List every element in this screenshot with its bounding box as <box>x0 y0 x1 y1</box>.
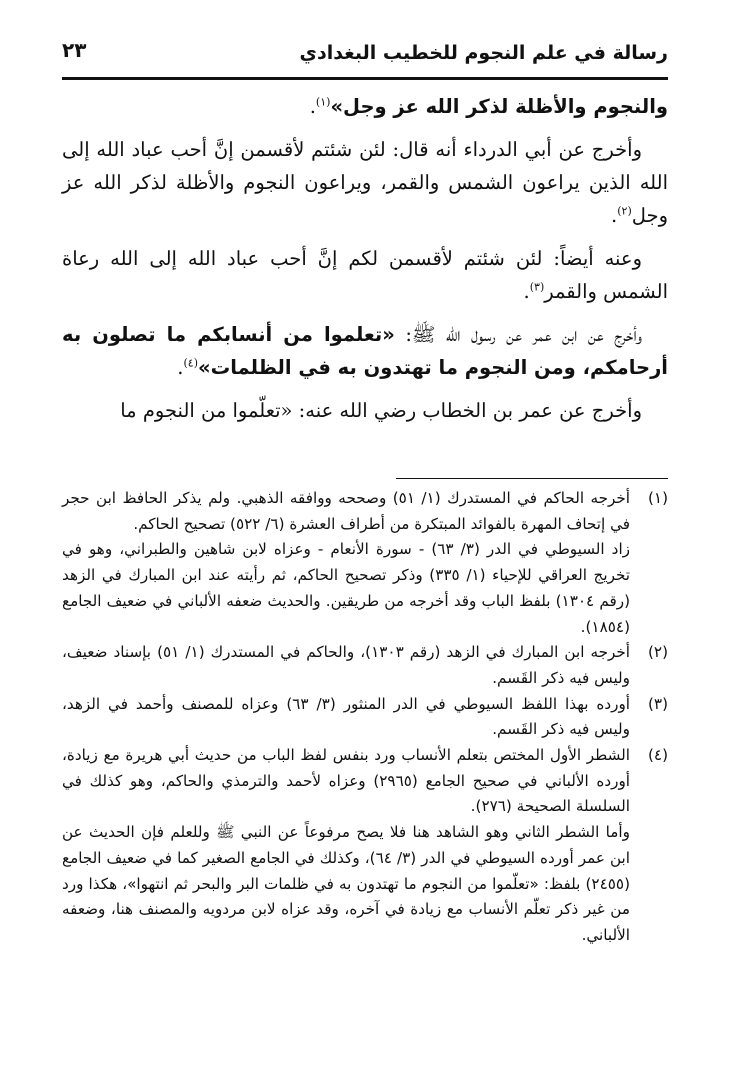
paragraph-1: والنجوم والأظلة لذكر الله عز وجل»$^{(١)}$. <box>309 95 668 118</box>
footnote-number: (١) <box>647 489 668 507</box>
main-text <box>62 90 668 437</box>
page-header <box>62 30 668 74</box>
paragraph-5: وأخرج عن عمر بن الخطاب رضي الله عنه: «تعلّموا من النجوم ما <box>120 399 642 422</box>
hadith-quote: «تعلموا من أنسابكم ما تصلون به أرحامكم، ومن النجوم ما تهتدون به في الظلمات» <box>62 323 668 379</box>
footnote-separator <box>396 478 668 479</box>
footnote-2 <box>62 640 668 691</box>
footnote-ref-3: (٣) <box>529 280 545 294</box>
footnotes <box>62 486 668 949</box>
footnote-text: أخرجه الحاكم في المستدرك (١/ ٥١) وصححه ووافقه الذهبي. ولم يذكر الحافظ ابن حجر في إتحاف المهرة بالفوائد المبتكرة من أطراف العشرة (٦/ ٥٢٢) تصحيح الحاكم. <box>62 489 631 533</box>
paragraph-3: وعنه أيضاً: لئن شئتم لأقسمن لكم إنَّ أحب عباد الله إلى الله رعاة الشمس والقمر$^{(٣)}$. <box>62 247 668 303</box>
footnote-ref-4: (٤) <box>183 356 199 370</box>
footnote-3 <box>62 692 668 743</box>
paragraph-4: وأخرج عن ابن عمر عن رسول الله ﷺ: «تعلموا من أنسابكم ما تصلون به أرحامكم، ومن النجوم ما تهتدون به في الظلمات»$^{(٤)}$. <box>62 323 668 379</box>
footnote-text: وأما الشطر الثاني وهو الشاهد هنا فلا يصح مرفوعاً عن النبي ﷺ وللعلم فإن الحديث عن ابن عمر أورده السيوطي في الدر (٣/ ٦٤)، وكذلك في الجامع الصغير كما في ضعيف الجامع (٢٤٥٥) بلفظ: «تعلّموا من النجوم ما تهتدون به في ظلمات البر والبحر ثم انتهوا»، هكذا ورد من غير ذكر تعلّم الأنساب مع زيادة في آخره، وقد عزاه لابن مردويه والمصنف هنا، وضعفه الألباني. <box>62 823 631 944</box>
header-rule <box>62 77 668 80</box>
footnote-4 <box>62 743 668 949</box>
paragraph-2: وأخرج عن أبي الدرداء أنه قال: لئن شئتم لأقسمن إنَّ أحب عباد الله إلى الله الذين يراعون الشمس والقمر، ويراعون النجوم والأظلة لذكر الله عز وجل$^{(٢)}$. <box>62 138 668 227</box>
footnote-ref-1: (١) <box>315 95 331 109</box>
footnote-text: الشطر الأول المختص بتعلم الأنساب ورد بنفس لفظ الباب من حديث أبي هريرة مع زيادة، أورده الألباني في صحيح الجامع (٢٩٦٥) وعزاه لأحمد والترمذي والحاكم، وهو كذلك في السلسلة الصحيحة (٢٧٦). <box>62 746 631 816</box>
footnote-number: (٢) <box>647 643 668 662</box>
footnote-text: أخرجه ابن المبارك في الزهد (رقم ١٣٠٣)، والحاكم في المستدرك (١/ ٥١) بإسناد ضعيف، وليس فيه ذكر القَسم. <box>62 643 630 687</box>
footnote-1 <box>62 486 668 640</box>
footnote-ref-2: (٢) <box>617 204 632 218</box>
page-number: ٢٣ <box>62 38 87 62</box>
footnote-text: زاد السيوطي في الدر (٣/ ٦٣) - سورة الأنعام - وعزاه لابن شاهين والطبراني، وهو في تخريج العراقي للإحياء (١/ ٣٣٥) وذكر تصحيح الحاكم، ثم رأيته عند ابن المبارك في الزهد (رقم ١٣٠٤) بلفظ الباب وقد أخرجه من طريقين. والحديث ضعفه الألباني في ضعيف الجامع (١٨٥٤). <box>62 540 630 636</box>
running-title: رسالة في علم النجوم للخطيب البغدادي <box>299 42 668 64</box>
footnote-number: (٣) <box>647 694 668 713</box>
footnote-number: (٤) <box>647 746 668 765</box>
footnote-text: أورده بهذا اللفظ السيوطي في الدر المنثور (٣/ ٦٣) وعزاه للمصنف وأحمد في الزهد، وليس فيه ذكر القَسم. <box>62 694 630 739</box>
